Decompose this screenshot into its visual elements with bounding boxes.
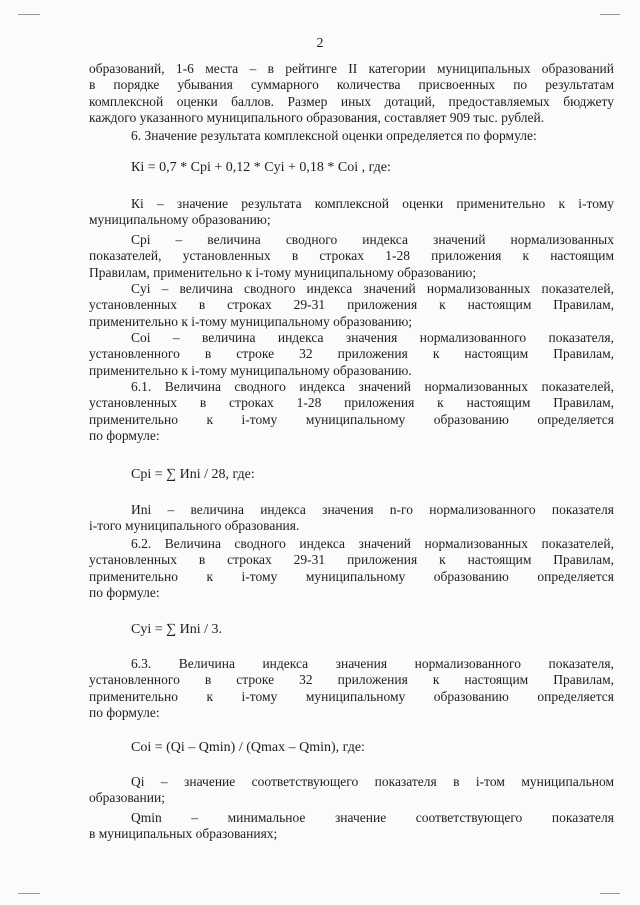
formula-ki [89,160,614,176]
scan-mark-top-left [18,14,40,15]
text-line: в порядке убывания суммарного количества присвоенных по результатам [89,77,614,93]
text-line: установленного в строке 32 приложения к настоящим Правилам, [89,346,614,362]
formula-cyi [89,622,614,638]
scan-mark-bottom-right [600,893,620,894]
text-line: Qi – значение соответствующего показателя в i-том муниципальном [131,774,614,789]
text-line: установленного в строке 32 приложения к настоящим Правилам, [89,672,614,688]
text-line: образовании; [89,790,165,806]
text-line: применительно к i-тому муниципальному образованию определяется [89,568,614,584]
text-line: Правилам, применительно к i-тому муниципальному образованию; [89,264,477,280]
text-line: 6. Значение результата комплексной оценки определяется по формуле: [131,128,537,143]
text-line: Сoi – величина индекса значения нормализованного показателя, [131,330,614,345]
paragraph-section-6-3 [89,656,614,722]
formula-text: Сyi = ∑ Иni / 3. [131,622,222,637]
text-line: 6.1. Величина сводного индекса значений нормализованных показателей, [131,379,614,394]
text-line: показателей, установленных в строках 1-28 приложения к настоящим [89,248,614,264]
definition-ini [89,502,614,535]
text-line: по формуле: [89,585,160,601]
text-line: установленных в строках 29-31 приложения к настоящим Правилам, [89,297,614,313]
text-line: применительно к i-тому муниципальному образованию определяется [89,411,614,427]
text-line: Кi – значение результата комплексной оценки применительно к i-тому [131,196,614,211]
definition-ki [89,196,614,229]
text-line: по формуле: [89,428,160,444]
text-line: по формуле: [89,705,160,721]
text-line: Сpi – величина сводного индекса значений нормализованных [131,232,614,247]
text-line: в муниципальных образованиях; [89,826,278,842]
text-line: i-того муниципального образования. [89,518,300,534]
text-line: муниципальному образованию; [89,212,271,228]
formula-text: Кi = 0,7 * Сpi + 0,12 * Сyi + 0,18 * Сoi , где: [131,160,391,175]
paragraph-continuation [89,61,614,127]
formula-text: Сoi = (Qi – Qmin) / (Qmax – Qmin), где: [131,740,365,755]
paragraph-section-6-2 [89,536,614,602]
text-line: каждого указанного муниципального образования, составляет 909 тыс. рублей. [89,110,545,126]
text-line: 6.3. Величина индекса значения нормализованного показателя, [131,656,614,671]
paragraph-section-6 [89,128,614,144]
text-line: Иni – величина индекса значения n-го нормализованного показателя [131,502,614,517]
text-line: применительно к i-тому муниципальному образованию. [89,362,412,378]
formula-coi [89,740,614,756]
text-line: установленных в строках 1-28 приложения к настоящим Правилам, [89,395,614,411]
formula-cpi [89,467,614,483]
page-number: 2 [316,36,324,51]
scan-mark-bottom-left [18,893,40,894]
scan-mark-top-right [600,14,620,15]
text-line: применительно к i-тому муниципальному образованию определяется [89,688,614,704]
text-line: установленных в строках 29-31 приложения к настоящим Правилам, [89,552,614,568]
text-line: Qmin – минимальное значение соответствующего показателя [131,810,614,825]
formula-text: Сpi = ∑ Иni / 28, где: [131,467,255,482]
paragraph-section-6-1 [89,379,614,445]
text-line: 6.2. Величина сводного индекса значений нормализованных показателей, [131,536,614,551]
definition-coi [89,330,614,379]
definition-qmin [89,810,614,843]
definition-cpi [89,232,614,281]
text-line: Сyi – величина сводного индекса значений нормализованных показателей, [131,281,614,296]
definition-qi [89,774,614,807]
definition-cyi [89,281,614,330]
text-line: применительно к i-тому муниципальному образованию; [89,313,413,329]
text-line: образований, 1-6 места – в рейтинге II категории муниципальных образований [89,61,614,76]
text-line: комплексной оценки баллов. Размер иных дотаций, предоставляемых бюджету [89,93,614,109]
